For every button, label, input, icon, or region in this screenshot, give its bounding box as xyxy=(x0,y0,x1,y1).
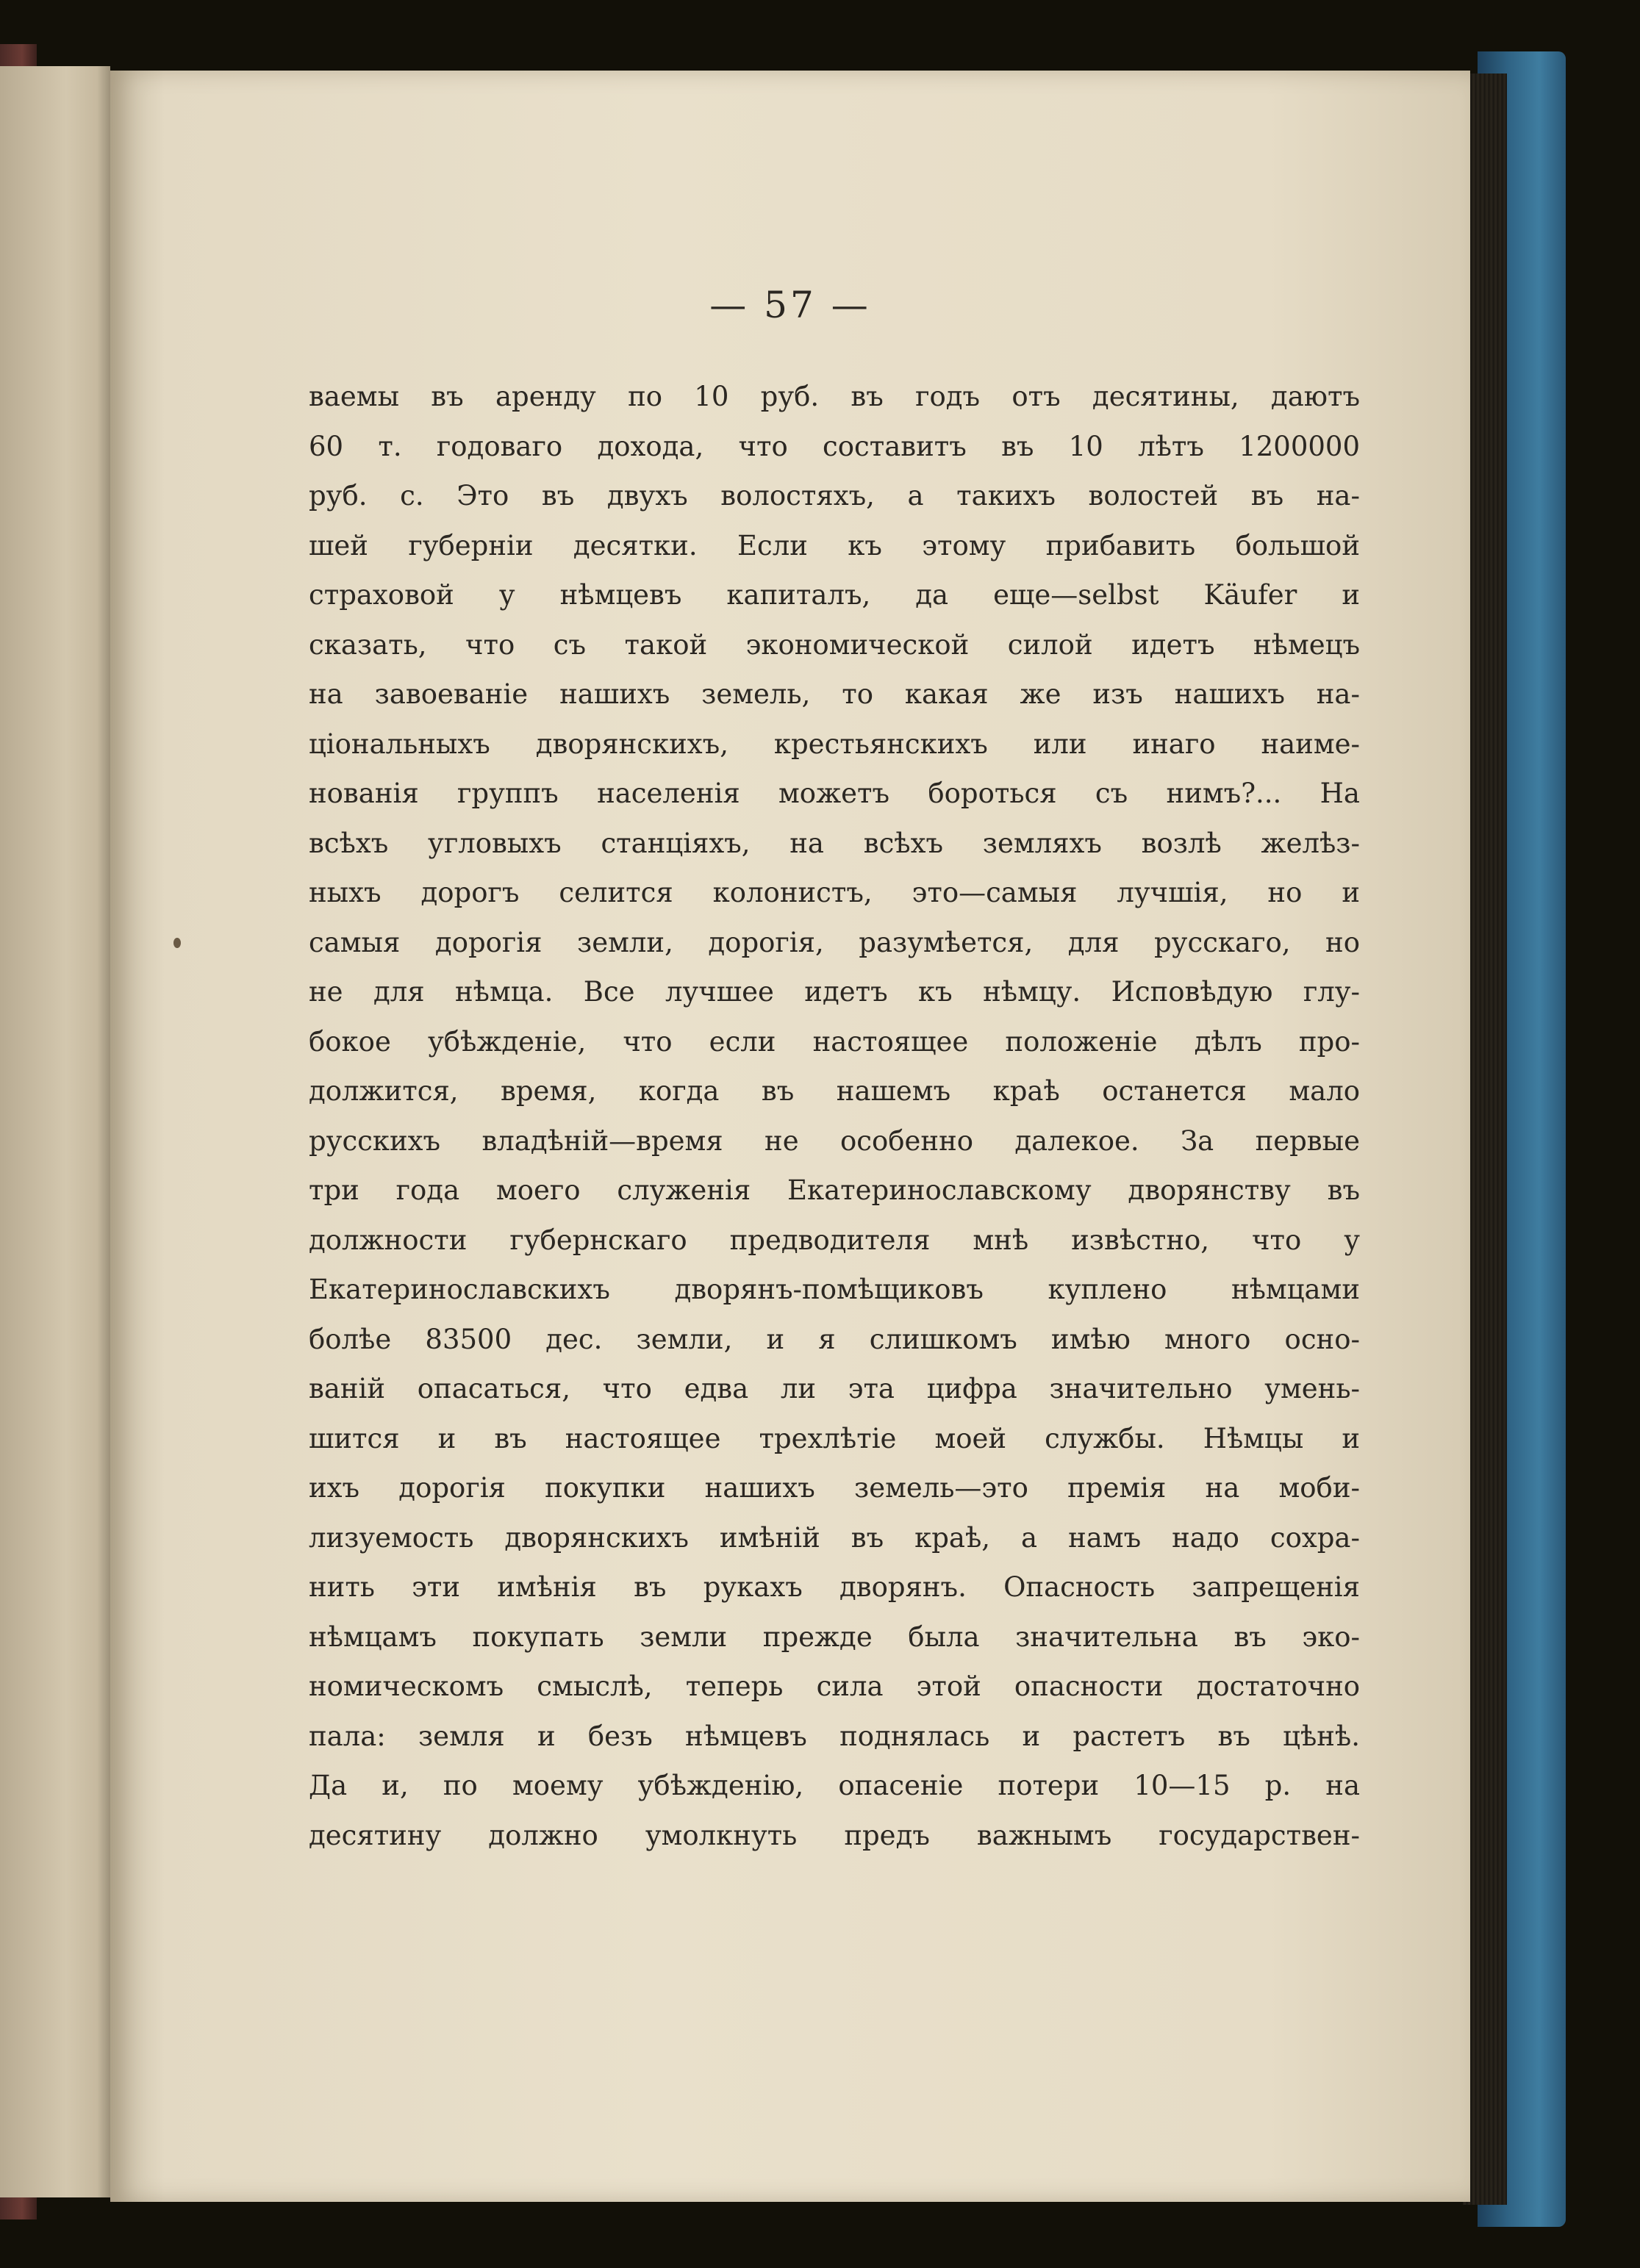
page-number: — 57 — xyxy=(709,284,871,326)
text-line: русскихъ владѣній—время не особенно далекое. За первые xyxy=(309,1124,1360,1157)
text-line: шей губерніи десятки. Если къ этому прибавить большой xyxy=(309,529,1360,561)
text-line: страховой у нѣмцевъ капиталъ, да еще—selbst Käufer и xyxy=(309,579,1360,611)
book-page xyxy=(110,71,1470,2202)
text-line: 60 т. годоваго дохода, что составитъ въ 10 лѣтъ 1200000 xyxy=(309,430,1360,462)
text-line: должится, время, когда въ нашемъ краѣ останется мало xyxy=(309,1075,1360,1107)
text-line: три года моего служенія Екатеринославскому дворянству въ xyxy=(309,1174,1360,1206)
page-body-text xyxy=(309,372,1360,1860)
text-line: бокое убѣжденіе, что если настоящее положеніе дѣлъ про- xyxy=(309,1025,1360,1058)
text-line: руб. с. Это въ двухъ волостяхъ, а такихъ волостей въ на- xyxy=(309,480,1360,512)
text-line: самыя дорогія земли, дорогія, разумѣется, для русскаго, но xyxy=(309,926,1360,958)
text-line: шится и въ настоящее трехлѣтіе моей службы. Нѣмцы и xyxy=(309,1422,1360,1454)
text-line: не для нѣмца. Все лучшее идетъ къ нѣмцу. Исповѣдую глу- xyxy=(309,976,1360,1008)
text-line: лизуемость дворянскихъ имѣній въ краѣ, а намъ надо сохра- xyxy=(309,1521,1360,1554)
text-line: на завоеваніе нашихъ земель, то какая же изъ нашихъ на- xyxy=(309,678,1360,710)
text-line: сказать, что съ такой экономической силой идетъ нѣмецъ xyxy=(309,628,1360,661)
text-line: Екатеринославскихъ дворянъ-помѣщиковъ куплено нѣмцами xyxy=(309,1274,1360,1305)
text-line: должности губернскаго предводителя мнѣ извѣстно, что у xyxy=(309,1224,1360,1256)
text-line: ваемы въ аренду по 10 руб. въ годъ отъ десятины, даютъ xyxy=(309,381,1360,412)
text-line: Да и, по моему убѣжденію, опасеніе потери 10—15 р. на xyxy=(309,1770,1360,1801)
text-line: нить эти имѣнія въ рукахъ дворянъ. Опасность запрещенія xyxy=(309,1571,1360,1603)
text-line: ваній опасаться, что едва ли эта цифра значительно умень- xyxy=(309,1373,1360,1404)
paper-speck xyxy=(173,938,181,948)
text-line: болѣе 83500 дес. земли, и я слишкомъ имѣю много осно- xyxy=(309,1323,1360,1355)
text-line: десятину должно умолкнуть предъ важнымъ государствен- xyxy=(309,1819,1360,1851)
text-line: нѣмцамъ покупать земли прежде была значительна въ эко- xyxy=(309,1621,1360,1653)
text-line: пала: земля и безъ нѣмцевъ поднялась и растетъ въ цѣнѣ. xyxy=(309,1720,1360,1752)
text-line: ціональныхъ дворянскихъ, крестьянскихъ или инаго наиме- xyxy=(309,728,1360,760)
text-line: нованія группъ населенія можетъ бороться съ нимъ?... На xyxy=(309,778,1360,809)
left-page-edge xyxy=(0,66,110,2197)
text-line: ныхъ дорогъ селится колонистъ, это—самыя лучшія, но и xyxy=(309,877,1360,908)
text-line: всѣхъ угловыхъ станціяхъ, на всѣхъ земляхъ возлѣ желѣз- xyxy=(309,827,1360,859)
text-line: номическомъ смыслѣ, теперь сила этой опасности достаточно xyxy=(309,1671,1360,1702)
text-line: ихъ дорогія покупки нашихъ земель—это премія на моби- xyxy=(309,1472,1360,1504)
